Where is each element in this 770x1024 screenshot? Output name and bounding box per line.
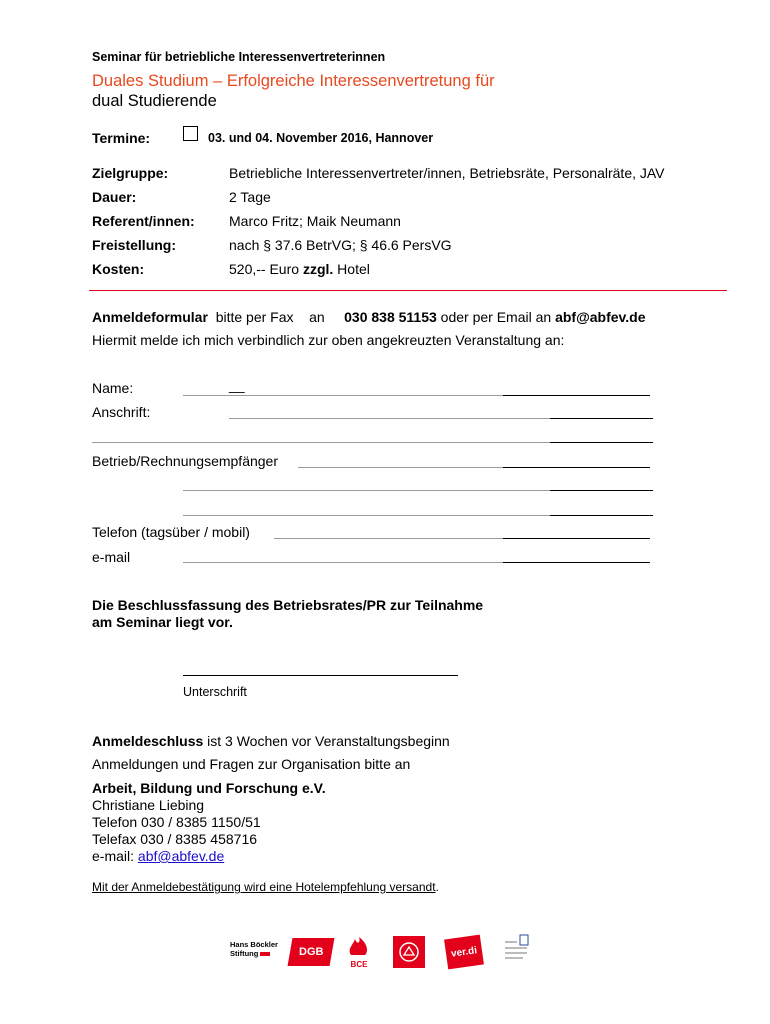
page-title-line2: dual Studierende (92, 92, 217, 110)
betrieb-field-line-2-end (550, 490, 653, 491)
termine-checkbox[interactable] (183, 126, 198, 141)
dgb-logo: DGB (288, 938, 335, 966)
betrieb-field-line[interactable] (298, 467, 503, 468)
contact-person: Christiane Liebing (92, 797, 205, 813)
termine-option: 03. und 04. November 2016, Hannover (208, 131, 434, 145)
betrieb-field-line-3[interactable] (183, 515, 550, 516)
anschrift-label: Anschrift: (92, 404, 151, 420)
anschrift-field-line[interactable] (229, 418, 550, 419)
betrieb-label: Betrieb/Rechnungsempfänger (92, 453, 279, 469)
betrieb-field-line-2[interactable] (183, 490, 550, 491)
detail-value-zielgruppe: Betriebliche Interessenvertreter/innen, Betriebsräte, Personalräte, JAV (229, 165, 665, 181)
anschrift-field-line-2-end (550, 442, 653, 443)
name-field-line[interactable] (183, 395, 503, 396)
name-label: Name: (92, 380, 134, 396)
beschluss-line2: am Seminar liegt vor. (92, 614, 233, 630)
beschluss-line1: Die Beschlussfassung des Betriebsrates/PR zur Teilnahme (92, 597, 484, 613)
termine-label: Termine: (92, 130, 151, 146)
verdi-logo: ver.di (444, 935, 484, 970)
anschrift-field-line-2[interactable] (92, 442, 550, 443)
contact-org: Arbeit, Bildung und Forschung e.V. (92, 780, 326, 796)
footer-note: Mit der Anmeldebestätigung wird eine Hotelempfehlung versandt. (92, 880, 439, 894)
telefon-label: Telefon (tagsüber / mobil) (92, 524, 250, 540)
email-label: e-mail (92, 549, 131, 565)
bce-flame-icon (345, 935, 373, 957)
contact-intro: Anmeldungen und Fragen zur Organisation bitte an (92, 756, 411, 772)
signature-line[interactable] (183, 675, 458, 676)
deadline-text: Anmeldeschluss ist 3 Wochen vor Veranstaltungsbeginn (92, 733, 450, 749)
hbs-logo: Hans Böckler Stiftung (230, 940, 278, 958)
betrieb-field-line-3-end (550, 515, 653, 516)
form-intro-line2: Hiermit melde ich mich verbindlich zur oben angekreuzten Veranstaltung an: (92, 332, 565, 348)
igm-logo (393, 936, 425, 968)
detail-label-referent: Referent/innen: (92, 213, 195, 229)
abf-emblem-icon (503, 934, 529, 964)
contact-fax: Telefax 030 / 8385 458716 (92, 831, 258, 847)
name-field-line-end (503, 395, 650, 396)
seminar-kicker: Seminar für betriebliche Interessenvertreterinnen (92, 50, 386, 64)
email-field-line[interactable] (183, 562, 503, 563)
detail-label-freistellung: Freistellung: (92, 237, 177, 253)
detail-label-zielgruppe: Zielgruppe: (92, 165, 169, 181)
detail-value-freistellung: nach § 37.6 BetrVG; § 46.6 PersVG (229, 237, 452, 253)
email-field-line-end (503, 562, 650, 563)
detail-label-kosten: Kosten: (92, 261, 145, 277)
contact-email-link[interactable]: abf@abfev.de (137, 848, 225, 864)
detail-value-dauer: 2 Tage (229, 189, 271, 205)
abf-logo (503, 934, 529, 964)
signature-label: Unterschrift (183, 685, 247, 699)
telefon-field-line-end (503, 538, 650, 539)
detail-label-dauer: Dauer: (92, 189, 137, 205)
contact-phone: Telefon 030 / 8385 1150/51 (92, 814, 261, 830)
contact-email: e-mail: abf@abfev.de (92, 848, 225, 864)
page-title: Duales Studium – Erfolgreiche Interessenvertretung für (92, 72, 495, 90)
telefon-field-line[interactable] (274, 538, 503, 539)
anschrift-field-line-end (550, 418, 653, 419)
detail-value-referent: Marco Fritz; Maik Neumann (229, 213, 401, 229)
form-intro: Anmeldeformular bitte per Fax an 030 838 51153 oder per Email an abf@abfev.de (92, 309, 646, 325)
betrieb-field-line-end (503, 467, 650, 468)
detail-value-kosten: 520,-- Euro zzgl. Hotel (229, 261, 370, 277)
bce-logo: BCE (345, 935, 373, 967)
igm-emblem-icon (398, 941, 420, 963)
name-value: __ (229, 377, 245, 393)
section-divider (89, 290, 727, 291)
